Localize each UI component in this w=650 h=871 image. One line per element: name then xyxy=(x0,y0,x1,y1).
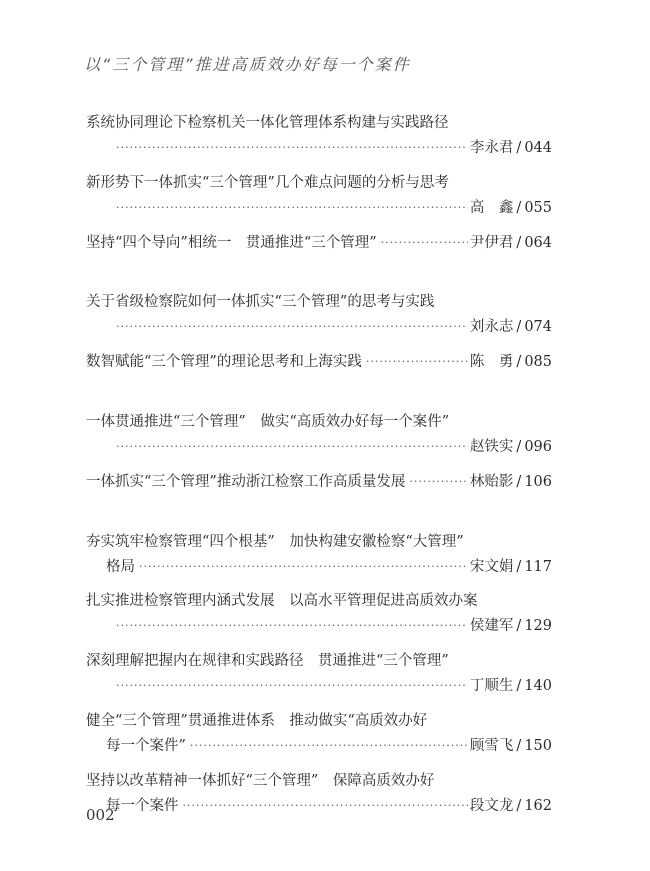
toc-page-number: 044 xyxy=(524,140,552,156)
dot-leader xyxy=(381,237,468,248)
toc-author: 李永君 xyxy=(469,140,514,156)
toc-title: 一体抓实“三个管理”推动浙江检察工作高质量发展 xyxy=(86,473,406,490)
toc-author: 顾雪飞 xyxy=(469,737,514,754)
toc-entry[interactable] xyxy=(86,230,552,290)
dot-leader xyxy=(116,620,468,631)
toc-title: 健全“三个管理”贯通推进体系 推动做实“高质效办好 xyxy=(86,712,428,729)
toc-title: 夯实筑牢检察管理“四个根基” 加快构建安徽检察“大管理” xyxy=(86,533,464,550)
toc-entry[interactable] xyxy=(86,529,552,589)
toc-title: 关于省级检察院如何一体抓实“三个管理”的思考与实践 xyxy=(86,294,435,311)
toc-separator: / xyxy=(516,234,522,251)
toc-page-number: 074 xyxy=(524,319,552,336)
toc-title-continued: 每一个案件 xyxy=(106,797,179,814)
toc-title: 一体贯通推进“三个管理” 做实“高质效办好每一个案件” xyxy=(86,413,450,430)
toc-page-number: 129 xyxy=(524,618,552,635)
page-number: 002 xyxy=(86,806,115,824)
toc-page-number: 085 xyxy=(524,354,552,371)
dot-leader xyxy=(116,321,468,332)
toc-entry[interactable] xyxy=(86,110,552,170)
toc-page-number: 096 xyxy=(524,438,552,455)
dot-leader xyxy=(409,476,468,487)
toc-author: 林贻影 xyxy=(469,473,514,490)
toc-separator: / xyxy=(516,797,522,814)
toc-author: 宋文娟 xyxy=(469,558,514,575)
toc-author: 高 鑫 xyxy=(469,199,514,216)
dot-leader xyxy=(190,740,468,751)
toc-title: 系统协同理论下检察机关一体化管理体系构建与实践路径 xyxy=(86,115,449,131)
toc-separator: / xyxy=(516,199,522,216)
toc-entry[interactable] xyxy=(86,648,552,708)
toc-byline xyxy=(470,350,552,371)
toc-title-continued: 每一个案件” xyxy=(106,737,186,754)
dot-leader xyxy=(139,561,468,572)
toc-entry[interactable] xyxy=(86,588,552,648)
toc-entry[interactable] xyxy=(86,349,552,409)
toc-byline xyxy=(470,435,552,456)
toc-author: 段文龙 xyxy=(469,797,514,814)
toc-separator: / xyxy=(516,678,522,695)
toc-separator: / xyxy=(516,737,522,754)
toc-byline xyxy=(470,470,552,491)
toc-page-number: 162 xyxy=(524,797,552,814)
toc-author: 侯建军 xyxy=(469,618,514,635)
toc-separator: / xyxy=(516,618,522,635)
running-header: 以“三个管理”推进高质效办好每一个案件 xyxy=(84,55,411,74)
toc-separator: / xyxy=(516,319,522,336)
toc-title: 新形势下一体抓实“三个管理”几个难点问题的分析与思考 xyxy=(86,174,449,191)
toc-byline xyxy=(470,231,552,252)
toc-separator: / xyxy=(516,558,522,575)
toc-separator: / xyxy=(516,438,522,455)
toc-entry[interactable] xyxy=(86,170,552,230)
toc-title: 扎实推进检察管理内涵式发展 以高水平管理促进高质效办案 xyxy=(86,593,478,610)
toc-byline xyxy=(470,196,552,217)
toc-separator: / xyxy=(516,140,522,156)
toc-byline xyxy=(470,794,552,815)
dot-leader xyxy=(366,356,468,367)
toc-title: 深刻理解把握内在规律和实践路径 贯通推进“三个管理” xyxy=(86,653,449,670)
toc-author: 刘永志 xyxy=(469,319,514,336)
dot-leader xyxy=(116,441,468,452)
dot-leader xyxy=(116,142,468,153)
toc-entry[interactable] xyxy=(86,289,552,349)
toc-byline xyxy=(470,136,552,157)
toc-byline xyxy=(470,555,552,576)
toc-entry[interactable] xyxy=(86,768,552,828)
toc-byline xyxy=(470,315,552,336)
table-of-contents xyxy=(86,110,552,828)
dot-leader xyxy=(183,800,468,811)
toc-byline xyxy=(470,614,552,635)
toc-page-number: 055 xyxy=(524,199,552,216)
toc-title: 坚持以改革精神一体抓好“三个管理” 保障高质效办好 xyxy=(86,772,435,789)
toc-author: 陈 勇 xyxy=(469,354,514,371)
dot-leader xyxy=(116,202,468,213)
toc-author: 尹伊君 xyxy=(469,234,514,251)
toc-page-number: 140 xyxy=(524,678,552,695)
toc-entry[interactable] xyxy=(86,469,552,529)
toc-page-number: 106 xyxy=(524,473,552,490)
toc-entry[interactable] xyxy=(86,409,552,469)
toc-entry[interactable] xyxy=(86,708,552,768)
toc-byline xyxy=(470,674,552,695)
toc-title-continued: 格局 xyxy=(106,558,135,575)
toc-separator: / xyxy=(516,473,522,490)
toc-page-number: 150 xyxy=(524,737,552,754)
toc-page-number: 117 xyxy=(524,558,552,575)
toc-author: 赵铁实 xyxy=(469,438,514,455)
toc-byline xyxy=(470,734,552,755)
toc-title: 数智赋能“三个管理”的理论思考和上海实践 xyxy=(86,354,362,371)
toc-title: 坚持“四个导向”相统一 贯通推进“三个管理” xyxy=(86,234,377,251)
dot-leader xyxy=(116,680,468,691)
toc-author: 丁顺生 xyxy=(469,678,514,695)
toc-separator: / xyxy=(516,354,522,371)
toc-page-number: 064 xyxy=(524,234,552,251)
